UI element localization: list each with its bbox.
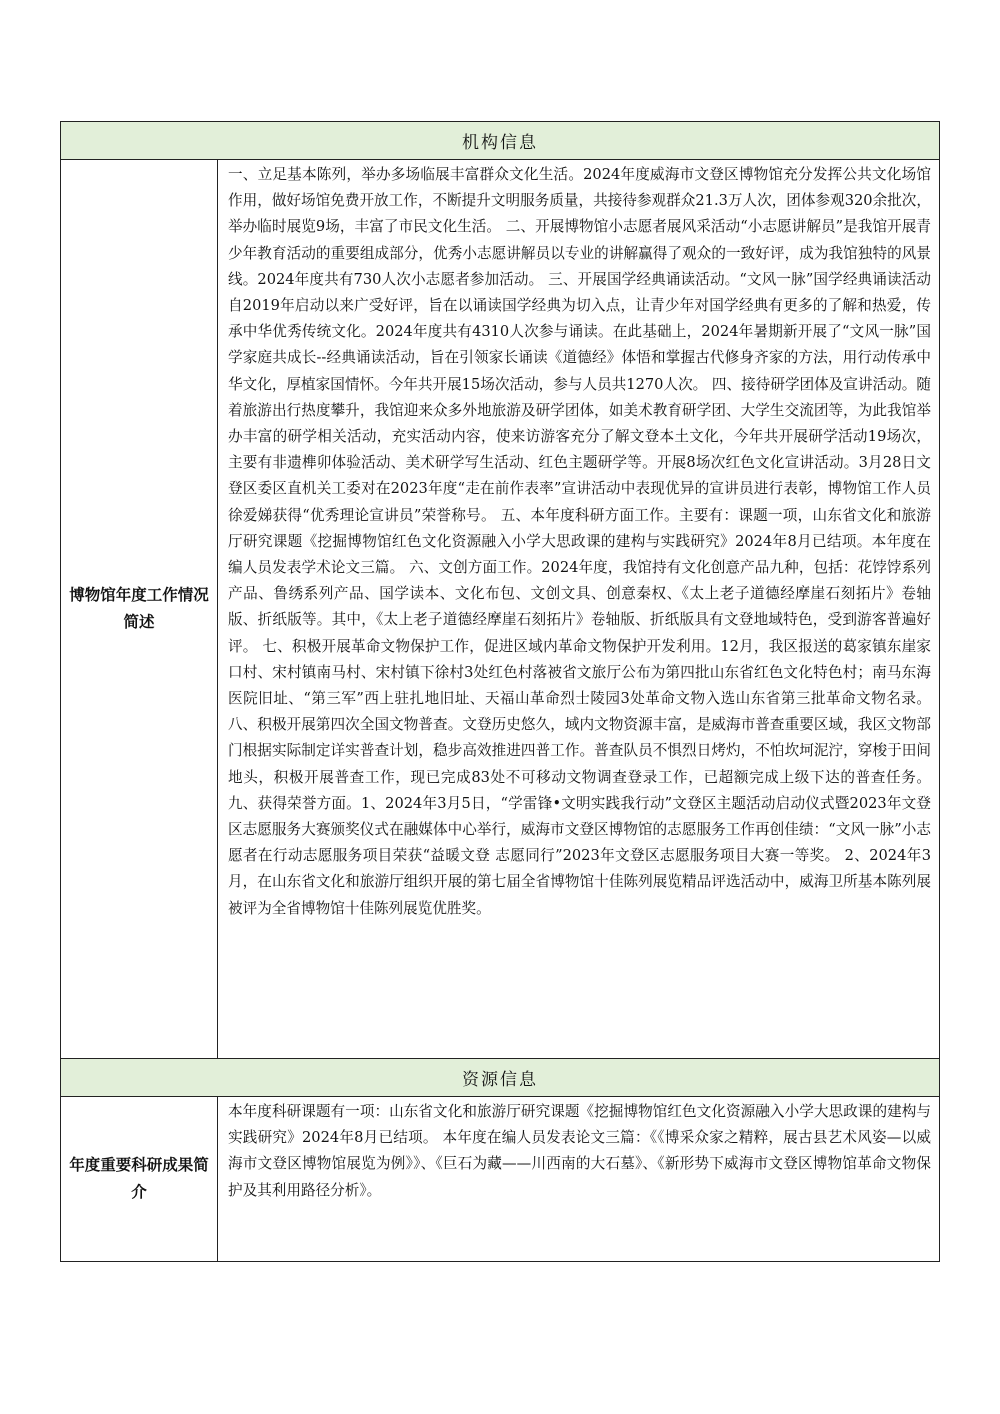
work-summary-label: 博物馆年度工作情况简述 (61, 160, 218, 1059)
research-content: 本年度科研课题有一项：山东省文化和旅游厅研究课题《挖掘博物馆红色文化资源融入小学大思政课的建构与实践研究》2024年8月已结项。 本年度在编人员发表论文三篇：《《博采众家之精粹，展古县艺术风姿—以威海市文登区博物馆展览为例》》、《巨石为藏——川西南的大石墓》、《新形势下威海市文登区博物馆革命文物保护及其利用路径分析》。 (218, 1097, 940, 1262)
institution-section-header: 机构信息 (61, 122, 940, 160)
institution-header-row (61, 122, 940, 160)
work-summary-row (61, 160, 940, 1059)
resources-section-header: 资源信息 (61, 1059, 940, 1097)
resources-header-row (61, 1059, 940, 1097)
research-label: 年度重要科研成果简介 (61, 1097, 218, 1262)
museum-report-table (60, 121, 940, 1262)
work-summary-content: 一、立足基本陈列，举办多场临展丰富群众文化生活。2024年度威海市文登区博物馆充分发挥公共文化场馆作用，做好场馆免费开放工作，不断提升文明服务质量，共接待参观群众21.3万人次，团体参观320余批次，举办临时展览9场，丰富了市民文化生活。 二、开展博物馆小志愿者展风采活动“小志愿讲解员”是我馆开展青少年教育活动的重要组成部分，优秀小志愿讲解员以专业的讲解赢得了观众的一致好评，成为我馆独特的风景线。2024年度共有730人次小志愿者参加活动。 三、开展国学经典诵读活动。“文风一脉”国学经典诵读活动自2019年启动以来广受好评，旨在以诵读国学经典为切入点，让青少年对国学经典有更多的了解和热爱，传承中华优秀传统文化。2024年度共有4310人次参与诵读。在此基础上，2024年暑期新开展了“文风一脉”国学家庭共成长--经典诵读活动，旨在引领家长诵读《道德经》体悟和掌握古代修身齐家的方法，用行动传承中华文化，厚植家国情怀。今年共开展15场次活动，参与人员共1270人次。 四、接待研学团体及宣讲活动。随着旅游出行热度攀升，我馆迎来众多外地旅游及研学团体，如美术教育研学团、大学生交流团等，为此我馆举办丰富的研学相关活动，充实活动内容，使来访游客充分了解文登本土文化，今年共开展研学活动19场次，主要有非遗榫卯体验活动、美术研学写生活动、红色主题研学等。开展8场次红色文化宣讲活动。3月28日文登区委区直机关工委对在2023年度“走在前作表率”宣讲活动中表现优异的宣讲员进行表彰，博物馆工作人员徐爱娣获得“优秀理论宣讲员”荣誉称号。 五、本年度科研方面工作。主要有：课题一项，山东省文化和旅游厅研究课题《挖掘博物馆红色文化资源融入小学大思政课的建构与实践研究》2024年8月已结项。本年度在编人员发表学术论文三篇。 六、文创方面工作。2024年度，我馆持有文化创意产品九种，包括：花饽饽系列产品、鲁绣系列产品、国学读本、文化布包、文创文具、创意秦权、《太上老子道德经摩崖石刻拓片》卷轴版、折纸版等。其中，《太上老子道德经摩崖石刻拓片》卷轴版、折纸版具有文登地域特色，受到游客普遍好评。 七、积极开展革命文物保护工作，促进区域内革命文物保护开发利用。12月，我区报送的葛家镇东崖家口村、宋村镇南马村、宋村镇下徐村3处红色村落被省文旅厅公布为第四批山东省红色文化特色村；南马东海医院旧址、“第三军”西上驻扎地旧址、天福山革命烈士陵园3处革命文物入选山东省第三批革命文物名录。 八、积极开展第四次全国文物普查。文登历史悠久，域内文物资源丰富，是威海市普查重要区域，我区文物部门根据实际制定详实普查计划，稳步高效推进四普工作。普查队员不惧烈日烤灼，不怕坎坷泥泞，穿梭于田间地头，积极开展普查工作，现已完成83处不可移动文物调查登录工作，已超额完成上级下达的普查任务。 九、获得荣誉方面。1、2024年3月5日，“学雷锋•文明实践我行动”文登区主题活动启动仪式暨2023年文登区志愿服务大赛颁奖仪式在融媒体中心举行，威海市文登区博物馆的志愿服务工作再创佳绩：“文风一脉”小志愿者在行动志愿服务项目荣获“益暖文登 志愿同行”2023年文登区志愿服务项目大赛一等奖。 2、2024年3月，在山东省文化和旅游厅组织开展的第七届全省博物馆十佳陈列展览精品评选活动中，威海卫所基本陈列展被评为全省博物馆十佳陈列展览优胜奖。 (218, 160, 940, 1059)
research-row (61, 1097, 940, 1262)
